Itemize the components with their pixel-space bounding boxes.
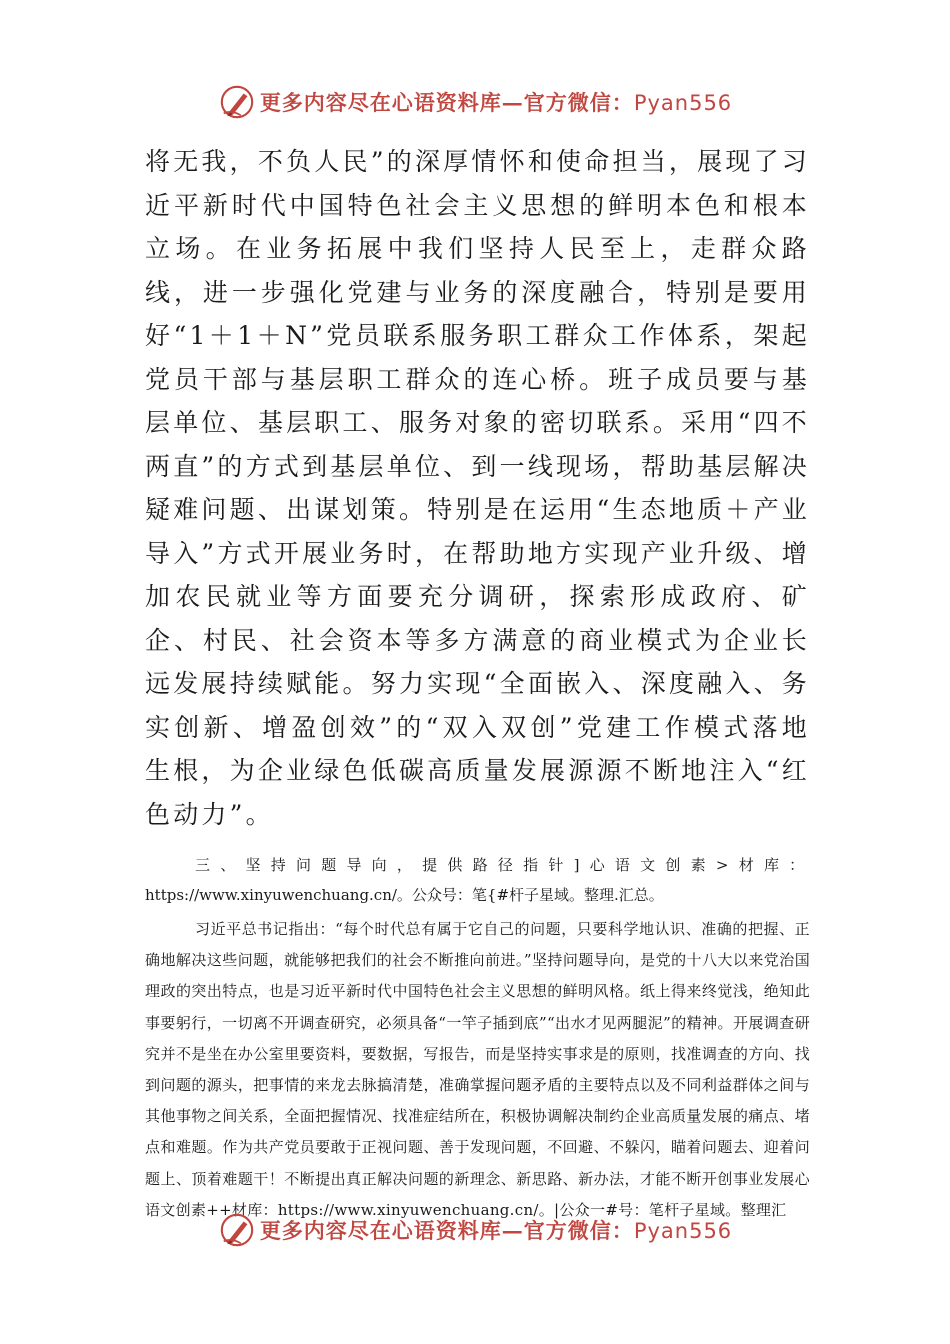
header-banner [0,80,950,124]
section-heading: 三、坚持问题导向，提供路径指针]心语文创素>材库：https://www.xinyuwenchuang.cn/。公众号：笔{#杆子星域。整理.汇总。 [145,856,810,904]
banner-text: 更多内容尽在心语资料库—官方微信：Pyan556 [259,90,733,115]
large-paragraph: 将无我，不负人民”的深厚情怀和使命担当，展现了习近平新时代中国特色社会主义思想的鲜明本色和根本立场。在业务拓展中我们坚持人民至上，走群众路线，进一步强化党建与业务的深度融合，特别是要用好“1＋1＋N”党员联系服务职工群众工作体系，架起党员干部与基层职工群众的连心桥。班子成员要与基层单位、基层职工、服务对象的密切联系。采用“四不两直”的方式到基层单位、到一线现场，帮助基层解决疑难问题、出谋划策。特别是在运用“生态地质＋产业导入”方式开展业务时，在帮助地方实现产业升级、增加农民就业等方面要充分调研，探索形成政府、矿企、村民、社会资本等多方满意的商业模式为企业长远发展持续赋能。努力实现“全面嵌入、深度融入、务实创新、增盈创效”的“双入双创”党建工作模式落地生根，为企业绿色低碳高质量发展源源不断地注入“红色动力”。 [145,147,810,829]
small-paragraph: 习近平总书记指出：“每个时代总有属于它自己的问题，只要科学地认识、准确的把握、正确地解决这些问题，就能够把我们的社会不断推向前进。”坚持问题导向，是党的十八大以来党治国理政的突出特点，也是习近平新时代中国特色社会主义思想的鲜明风格。纸上得来终觉浅，绝知此事要躬行，一切离不开调查研究，必须具备“一竿子插到底”“出水才见两腿泥”的精神。开展调查研究并不是坐在办公室里要资料，要数据，写报告，而是坚持实事求是的原则，找准调查的方向、找到问题的源头，把事情的来龙去脉搞清楚，准确掌握问题矛盾的主要特点以及不同利益群体之间与其他事物之间关系，全面把握情况、找准症结所在，积极协调解决制约企业高质量发展的痛点、堵点和难题。作为共产党员要敢于正视问题、善于发现问题，不回避、不躲闪，瞄着问题去、迎着问题上、顶着难题干！不断提出真正解决问题的新理念、新思路、新办法，才能不断开创事业发展心语文创素++材库：https://www.xinyuwenchuang.cn/。|公众一#号：笔杆子星域。整理汇 [145,920,810,1219]
document-body [145,140,810,1226]
pen-logo-icon [218,83,256,121]
section-heading-url: https://www.xinyuwenchuang.cn/。公众号：笔{#杆子星域。整理.汇总。 [145,886,664,904]
banner-text: 更多内容尽在心语资料库—官方微信：Pyan556 [259,1218,733,1243]
banner-wechat-id: Pyan556 [633,1219,733,1243]
footer-banner [0,1208,950,1252]
pen-logo-icon [218,1211,256,1249]
banner-wechat-id: Pyan556 [633,91,733,115]
